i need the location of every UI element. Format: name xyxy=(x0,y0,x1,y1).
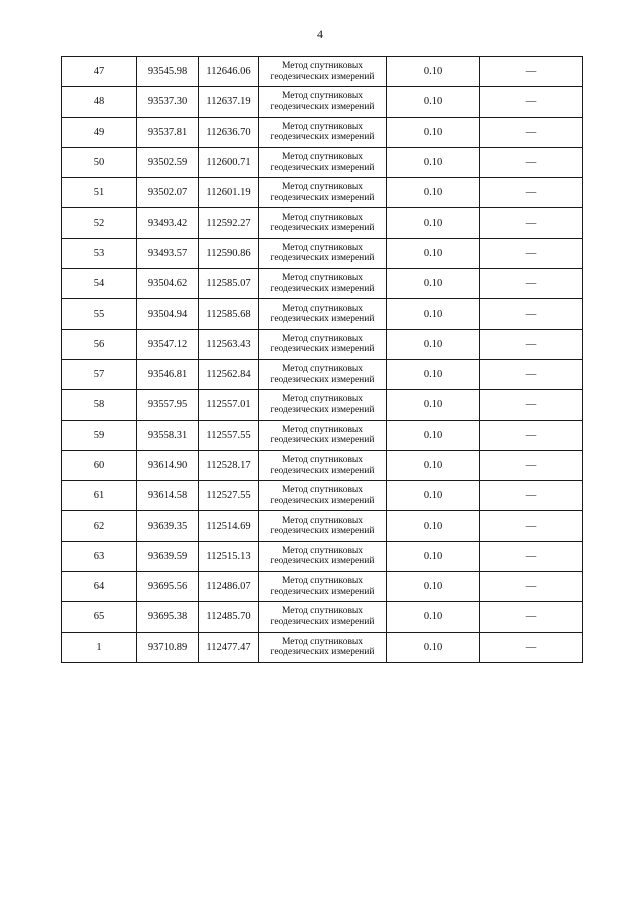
point-number-cell: 47 xyxy=(62,57,137,87)
coordinate-x-cell: 93537.81 xyxy=(137,117,199,147)
coordinate-x-cell: 93710.89 xyxy=(137,632,199,662)
note-dash: — xyxy=(525,338,537,350)
accuracy-cell: 0.10 xyxy=(387,632,480,662)
accuracy-cell: 0.10 xyxy=(387,359,480,389)
point-number-cell: 48 xyxy=(62,87,137,117)
note-dash: — xyxy=(525,490,537,502)
table-row xyxy=(62,178,583,208)
method-cell xyxy=(259,269,387,299)
method-line: Метод спутниковых xyxy=(281,242,364,253)
accuracy-cell: 0.10 xyxy=(387,602,480,632)
accuracy-cell: 0.10 xyxy=(387,238,480,268)
table-row xyxy=(62,269,583,299)
coordinate-x-cell: 93502.07 xyxy=(137,178,199,208)
note-cell xyxy=(480,238,583,268)
note-dash: — xyxy=(525,520,537,532)
method-cell xyxy=(259,178,387,208)
coordinate-x-cell: 93493.57 xyxy=(137,238,199,268)
table-row xyxy=(62,632,583,662)
accuracy-cell: 0.10 xyxy=(387,208,480,238)
coordinate-x-cell: 93695.38 xyxy=(137,602,199,632)
method-cell xyxy=(259,359,387,389)
method-line: геодезических измерений xyxy=(270,526,375,537)
note-dash: — xyxy=(525,399,537,411)
page-number: 4 xyxy=(317,27,323,41)
coordinates-table xyxy=(61,56,583,663)
point-number-cell: 64 xyxy=(62,572,137,602)
method-cell xyxy=(259,572,387,602)
note-dash: — xyxy=(525,217,537,229)
note-cell xyxy=(480,450,583,480)
table-row xyxy=(62,57,583,87)
method-line: геодезических измерений xyxy=(270,495,375,506)
table-row xyxy=(62,147,583,177)
coordinate-y-cell: 112557.01 xyxy=(199,390,259,420)
method-line: геодезических измерений xyxy=(270,162,375,173)
point-number-cell: 62 xyxy=(62,511,137,541)
note-cell xyxy=(480,420,583,450)
coordinate-y-cell: 112527.55 xyxy=(199,481,259,511)
point-number-cell: 61 xyxy=(62,481,137,511)
coordinate-y-cell: 112646.06 xyxy=(199,57,259,87)
accuracy-cell: 0.10 xyxy=(387,57,480,87)
method-cell xyxy=(259,87,387,117)
method-line: геодезических измерений xyxy=(270,586,375,597)
coordinate-x-cell: 93695.56 xyxy=(137,572,199,602)
note-cell xyxy=(480,572,583,602)
method-line: Метод спутниковых xyxy=(281,455,364,465)
method-line: геодезических измерений xyxy=(270,374,375,385)
point-number-cell: 51 xyxy=(62,178,137,208)
method-line: Метод спутниковых xyxy=(281,273,364,284)
method-line: Метод спутниковых xyxy=(281,152,364,163)
table-row xyxy=(62,541,583,571)
note-dash: — xyxy=(525,278,537,290)
method-line: Метод спутниковых xyxy=(281,212,364,223)
method-cell xyxy=(259,541,387,571)
table-row xyxy=(62,238,583,268)
method-cell xyxy=(259,450,387,480)
table-row xyxy=(62,329,583,359)
method-cell xyxy=(259,238,387,268)
coordinates-table-body xyxy=(62,57,583,663)
method-cell xyxy=(259,511,387,541)
note-cell xyxy=(480,117,583,147)
method-line: Метод спутниковых xyxy=(281,545,364,556)
point-number-cell: 1 xyxy=(62,632,137,662)
coordinate-y-cell: 112585.07 xyxy=(199,269,259,299)
coordinate-y-cell: 112485.70 xyxy=(199,602,259,632)
method-line: геодезических измерений xyxy=(270,253,375,264)
accuracy-cell: 0.10 xyxy=(387,450,480,480)
coordinate-y-cell: 112600.71 xyxy=(199,147,259,177)
accuracy-cell: 0.10 xyxy=(387,572,480,602)
note-cell xyxy=(480,87,583,117)
coordinate-y-cell: 112515.13 xyxy=(199,541,259,571)
point-number-cell: 54 xyxy=(62,269,137,299)
method-line: Метод спутниковых xyxy=(281,61,364,72)
coordinate-y-cell: 112528.17 xyxy=(199,450,259,480)
accuracy-cell: 0.10 xyxy=(387,390,480,420)
method-cell xyxy=(259,390,387,420)
method-line: Метод спутниковых xyxy=(281,424,364,435)
method-cell xyxy=(259,299,387,329)
method-line: геодезических измерений xyxy=(270,435,375,446)
table-row xyxy=(62,450,583,480)
note-dash: — xyxy=(525,308,537,320)
table-row xyxy=(62,390,583,420)
table-row xyxy=(62,420,583,450)
coordinate-x-cell: 93558.31 xyxy=(137,420,199,450)
point-number-cell: 59 xyxy=(62,420,137,450)
method-cell xyxy=(259,481,387,511)
point-number-cell: 52 xyxy=(62,208,137,238)
method-cell xyxy=(259,147,387,177)
coordinate-x-cell: 93557.95 xyxy=(137,390,199,420)
method-line: геодезических измерений xyxy=(270,404,375,415)
method-line: геодезических измерений xyxy=(270,465,375,476)
note-dash: — xyxy=(525,66,537,78)
method-line: Метод спутниковых xyxy=(281,606,364,617)
coordinate-y-cell: 112601.19 xyxy=(199,178,259,208)
note-dash: — xyxy=(525,550,537,562)
coordinate-y-cell: 112514.69 xyxy=(199,511,259,541)
note-cell xyxy=(480,632,583,662)
coordinate-y-cell: 112563.43 xyxy=(199,329,259,359)
point-number-cell: 58 xyxy=(62,390,137,420)
table-row xyxy=(62,87,583,117)
table-row xyxy=(62,299,583,329)
method-line: геодезических измерений xyxy=(270,314,375,325)
point-number-cell: 57 xyxy=(62,359,137,389)
note-cell xyxy=(480,269,583,299)
accuracy-cell: 0.10 xyxy=(387,511,480,541)
coordinate-y-cell: 112477.47 xyxy=(199,632,259,662)
point-number-cell: 56 xyxy=(62,329,137,359)
method-line: Метод спутниковых xyxy=(281,394,364,405)
method-line: Метод спутниковых xyxy=(281,576,364,587)
method-line: геодезических измерений xyxy=(270,192,375,203)
method-cell xyxy=(259,57,387,87)
coordinate-x-cell: 93504.62 xyxy=(137,269,199,299)
method-cell xyxy=(259,602,387,632)
coordinate-x-cell: 93504.94 xyxy=(137,299,199,329)
method-cell xyxy=(259,420,387,450)
note-dash: — xyxy=(525,157,537,169)
coordinate-y-cell: 112557.55 xyxy=(199,420,259,450)
method-line: геодезических измерений xyxy=(270,616,375,627)
method-cell xyxy=(259,329,387,359)
note-cell xyxy=(480,299,583,329)
note-dash: — xyxy=(525,581,537,593)
method-cell xyxy=(259,208,387,238)
table-row xyxy=(62,602,583,632)
note-dash: — xyxy=(525,611,537,623)
method-cell xyxy=(259,117,387,147)
method-line: Метод спутниковых xyxy=(281,91,364,102)
method-line: геодезических измерений xyxy=(270,223,375,234)
note-cell xyxy=(480,481,583,511)
note-cell xyxy=(480,208,583,238)
point-number-cell: 65 xyxy=(62,602,137,632)
coordinate-x-cell: 93639.35 xyxy=(137,511,199,541)
coordinate-y-cell: 112585.68 xyxy=(199,299,259,329)
coordinate-x-cell: 93614.90 xyxy=(137,450,199,480)
method-line: Метод спутниковых xyxy=(281,636,364,647)
method-line: геодезических измерений xyxy=(270,71,375,82)
note-dash: — xyxy=(525,641,537,653)
point-number-cell: 50 xyxy=(62,147,137,177)
coordinate-y-cell: 112486.07 xyxy=(199,572,259,602)
table-row xyxy=(62,208,583,238)
coordinate-x-cell: 93545.98 xyxy=(137,57,199,87)
method-line: Метод спутниковых xyxy=(281,515,364,526)
method-line: Метод спутниковых xyxy=(281,485,364,496)
accuracy-cell: 0.10 xyxy=(387,117,480,147)
coordinate-x-cell: 93614.58 xyxy=(137,481,199,511)
method-line: геодезических измерений xyxy=(270,647,375,658)
coordinate-x-cell: 93537.30 xyxy=(137,87,199,117)
table-row xyxy=(62,511,583,541)
accuracy-cell: 0.10 xyxy=(387,420,480,450)
method-line: Метод спутниковых xyxy=(281,182,364,193)
method-line: Метод спутниковых xyxy=(281,333,364,344)
table-row xyxy=(62,481,583,511)
method-line: Метод спутниковых xyxy=(281,303,364,314)
accuracy-cell: 0.10 xyxy=(387,147,480,177)
coordinate-y-cell: 112562.84 xyxy=(199,359,259,389)
note-cell xyxy=(480,541,583,571)
note-cell xyxy=(480,602,583,632)
note-dash: — xyxy=(525,96,537,108)
method-line: геодезических измерений xyxy=(270,344,375,355)
accuracy-cell: 0.10 xyxy=(387,87,480,117)
coordinate-x-cell: 93639.59 xyxy=(137,541,199,571)
note-cell xyxy=(480,57,583,87)
accuracy-cell: 0.10 xyxy=(387,541,480,571)
method-line: геодезических измерений xyxy=(270,556,375,567)
point-number-cell: 53 xyxy=(62,238,137,268)
table-row xyxy=(62,117,583,147)
point-number-cell: 63 xyxy=(62,541,137,571)
table-row xyxy=(62,572,583,602)
coordinate-x-cell: 93546.81 xyxy=(137,359,199,389)
method-line: Метод спутниковых xyxy=(281,364,364,375)
note-dash: — xyxy=(525,247,537,259)
coordinate-y-cell: 112636.70 xyxy=(199,117,259,147)
note-cell xyxy=(480,178,583,208)
coordinate-y-cell: 112637.19 xyxy=(199,87,259,117)
accuracy-cell: 0.10 xyxy=(387,178,480,208)
point-number-cell: 55 xyxy=(62,299,137,329)
point-number-cell: 60 xyxy=(62,450,137,480)
note-dash: — xyxy=(525,126,537,138)
note-cell xyxy=(480,329,583,359)
note-cell xyxy=(480,390,583,420)
coordinate-x-cell: 93547.12 xyxy=(137,329,199,359)
accuracy-cell: 0.10 xyxy=(387,481,480,511)
table-row xyxy=(62,359,583,389)
method-line: Метод спутниковых xyxy=(281,121,364,132)
method-line: геодезических измерений xyxy=(270,132,375,143)
coordinate-y-cell: 112592.27 xyxy=(199,208,259,238)
note-dash: — xyxy=(525,369,537,381)
coordinate-y-cell: 112590.86 xyxy=(199,238,259,268)
note-dash: — xyxy=(525,187,537,199)
coordinate-x-cell: 93493.42 xyxy=(137,208,199,238)
note-dash: — xyxy=(525,460,537,471)
method-line: геодезических измерений xyxy=(270,101,375,112)
note-cell xyxy=(480,359,583,389)
accuracy-cell: 0.10 xyxy=(387,329,480,359)
method-cell xyxy=(259,632,387,662)
accuracy-cell: 0.10 xyxy=(387,299,480,329)
accuracy-cell: 0.10 xyxy=(387,269,480,299)
note-cell xyxy=(480,511,583,541)
point-number-cell: 49 xyxy=(62,117,137,147)
note-dash: — xyxy=(525,429,537,441)
coordinate-x-cell: 93502.59 xyxy=(137,147,199,177)
note-cell xyxy=(480,147,583,177)
method-line: геодезических измерений xyxy=(270,283,375,294)
